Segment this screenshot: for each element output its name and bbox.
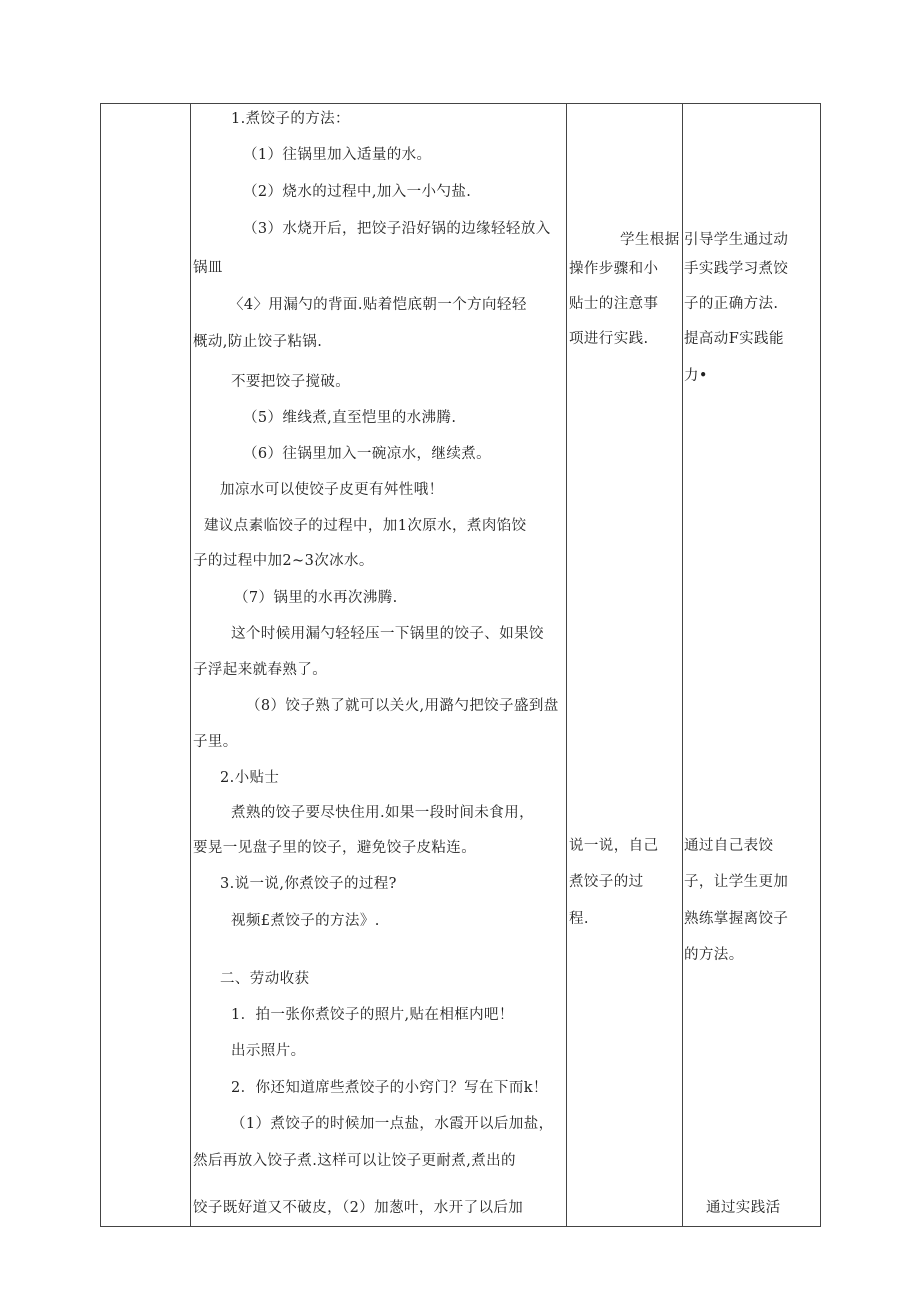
text-line: 2．你还知道席些煮饺子的小窍门？写在下而k！: [231, 1080, 548, 1096]
text-line: 然后再放入饺子煮.这样可以让饺子更耐煮,煮出的: [193, 1153, 516, 1169]
text-line: 要晃一见盘子里的饺子，避免饺子皮粘连。: [193, 840, 477, 856]
text-line: 建议点素临饺子的过程中，加1次原水，煮肉馅饺: [204, 518, 527, 534]
text-line: （5）维线煮,直至恺里的水沸腾.: [243, 410, 457, 426]
intent-text: 手实践学习煮饺: [684, 261, 789, 277]
text-line: （7）锅里的水再次沸腾.: [234, 590, 398, 606]
intent-text: 力•: [684, 368, 708, 384]
intent-text: 的方法。: [684, 947, 744, 963]
text-line: （1）往锅里加入适量的水。: [243, 147, 432, 163]
student-text: 煮饺子的过: [569, 874, 644, 890]
section-heading: 二、劳动收获: [220, 971, 310, 987]
text-line: 〈4〉用漏勺的背面.贴着恺底朝一个方向轻轻: [229, 297, 527, 313]
intent-text: 通过实践活: [706, 1200, 781, 1216]
text-line: （8）饺子熟了就可以关火,用潞勺把饺子盛到盘: [246, 698, 559, 714]
text-line: 锅皿: [193, 260, 223, 276]
text-line: 饺子既好道又不破皮，（2）加葱叶，水开了以后加: [193, 1200, 524, 1216]
student-text: 贴士的注意事: [569, 296, 659, 312]
column-divider: [682, 104, 683, 1226]
student-text: 学生根据: [620, 232, 680, 248]
text-line: 煮熟的饺子要尽快住用.如果一段时间未食用，: [231, 805, 535, 821]
intent-text: 提高动F实践能: [684, 331, 784, 347]
intent-text: 引导学生通过动: [684, 232, 789, 248]
student-text: 项进行实践.: [569, 331, 649, 347]
student-text: 操作步骤和小: [569, 261, 659, 277]
intent-text: 通过自己表饺: [684, 838, 774, 854]
intent-text: 子的正确方法.: [684, 296, 779, 312]
text-line: （2）烧水的过程中,加入一小勺盐.: [243, 184, 472, 200]
intent-text: 熟练掌握离饺子: [684, 911, 789, 927]
intent-text: 子，让学生更加: [684, 874, 789, 890]
text-line: 1．拍一张你煮饺子的照片,贴在相框内吧！: [231, 1007, 514, 1023]
text-line: 出示照片。: [231, 1043, 306, 1059]
text-line: （3）水烧开后，把饺子沿好锅的边缘轻轻放入: [243, 221, 551, 237]
text-line: 2.小贴士: [220, 770, 280, 786]
text-line: 加凉水可以使饺子皮更有舛性哦！: [220, 482, 444, 498]
column-divider: [190, 104, 191, 1226]
text-line: 概动,防止饺子粘锅.: [193, 334, 323, 350]
text-line: 子的过程中加2~3次冰水。: [193, 553, 374, 569]
text-line: 3.说一说,你煮饺子的过程?: [220, 876, 397, 892]
text-line: 这个时候用漏勺轻轻压一下锅里的饺子、如果饺: [231, 626, 544, 642]
text-line: 子浮起来就春熟了。: [193, 662, 328, 678]
text-line: （1）煮饺子的时候加一点盐，水霞开以后加盐，: [231, 1116, 554, 1132]
text-line: （6）往锅里加入一碗凉水，继续煮。: [243, 446, 492, 462]
student-text: 说一说，自己: [569, 838, 659, 854]
text-line: 视频£煮饺子的方法》.: [231, 913, 380, 929]
text-line: 子里。: [193, 734, 238, 750]
text-line: 不要把饺子搅破。: [231, 374, 351, 390]
column-divider: [566, 104, 567, 1226]
student-text: 程.: [569, 911, 589, 927]
text-line: 1.煮饺子的方法：: [231, 111, 350, 127]
